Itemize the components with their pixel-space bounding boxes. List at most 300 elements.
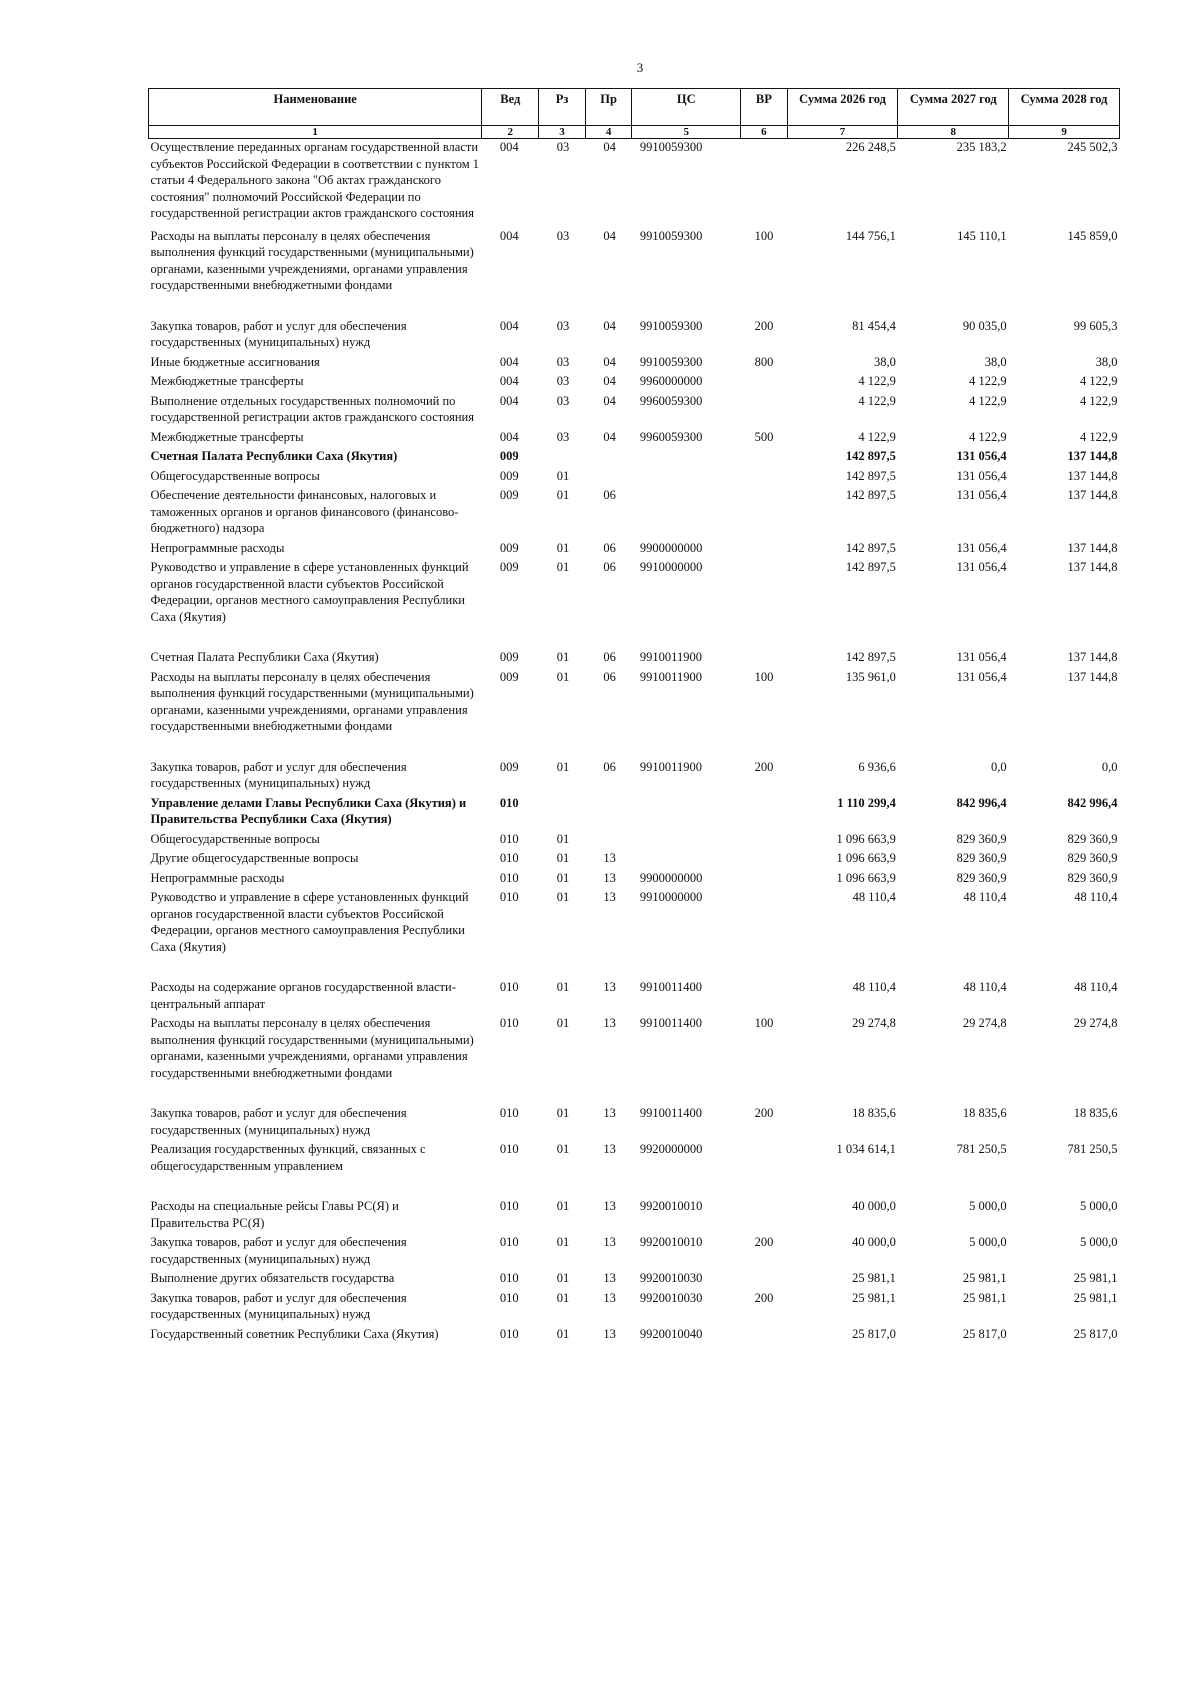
row-pr: 13 <box>603 1142 616 1156</box>
row-cs: 9910011900 <box>639 759 702 774</box>
row-cs: 9910000000 <box>639 890 703 904</box>
row-vr: 500 <box>754 429 774 444</box>
column-number: 7 <box>787 126 898 139</box>
row-vr <box>741 448 788 468</box>
row-cs <box>632 468 741 488</box>
column-number: 2 <box>482 126 539 139</box>
row-ved: 004 <box>499 429 519 444</box>
row-sum-2028: 48 110,4 <box>1074 890 1118 904</box>
table-row <box>149 393 1120 429</box>
page-number: 3 <box>636 60 644 75</box>
table-row <box>149 1270 1120 1290</box>
row-sum-2028: 781 250,5 <box>1067 1142 1118 1156</box>
column-number: 3 <box>539 126 586 139</box>
row-name: Закупка товаров, работ и услуг для обеспечения государственных (муниципальных) нужд <box>150 759 407 790</box>
row-sum-2026: 6 936,6 <box>858 759 896 774</box>
row-ved: 010 <box>499 831 519 846</box>
row-pr: 13 <box>603 1290 616 1305</box>
row-sum-2028: 4 122,9 <box>1080 429 1118 444</box>
row-cs: 9910059300 <box>639 318 703 333</box>
row-sum-2027: 4 122,9 <box>969 374 1007 388</box>
row-vr <box>741 870 788 890</box>
row-vr: 200 <box>754 1106 774 1120</box>
row-sum-2028: 829 360,9 <box>1067 851 1118 865</box>
row-ved: 009 <box>499 759 519 774</box>
column-number: 8 <box>898 126 1009 139</box>
row-vr <box>741 979 788 1015</box>
row-sum-2028: 137 144,8 <box>1067 540 1118 555</box>
row-name: Управление делами Главы Республики Саха (Якутия) и Правительства Республики Саха (Якутия) <box>150 795 467 826</box>
row-sum-2026: 48 110,4 <box>852 980 896 994</box>
table-row <box>149 540 1120 560</box>
row-rz: 01 <box>556 488 570 502</box>
row-vr <box>741 1141 788 1198</box>
column-number: 1 <box>149 126 482 139</box>
row-name: Непрограммные расходы <box>150 540 285 555</box>
row-ved: 009 <box>499 449 519 463</box>
row-sum-2028: 137 144,8 <box>1067 468 1118 483</box>
row-sum-2027: 131 056,4 <box>956 488 1007 502</box>
table-row <box>149 429 1120 449</box>
row-name: Расходы на выплаты персоналу в целях обеспечения выполнения функций государственными (муниципальными) органами, казенными учреждениями, органами управления государственными внебюджетными фондами <box>150 228 474 292</box>
row-ved: 004 <box>499 228 519 243</box>
row-sum-2028: 0,0 <box>1101 759 1118 774</box>
row-pr: 06 <box>603 488 616 502</box>
row-rz: 01 <box>556 560 570 574</box>
row-rz: 01 <box>556 1106 570 1120</box>
row-sum-2027: 829 360,9 <box>956 831 1007 846</box>
header-cs: ЦС <box>632 89 741 126</box>
row-vr: 200 <box>754 1290 774 1305</box>
row-vr <box>741 850 788 870</box>
row-ved: 010 <box>499 1142 519 1156</box>
row-cs: 9960059300 <box>639 393 703 408</box>
row-pr: 06 <box>603 650 616 664</box>
column-number: 4 <box>585 126 632 139</box>
row-sum-2028: 829 360,9 <box>1067 870 1118 885</box>
row-sum-2026: 142 897,5 <box>845 560 896 574</box>
row-rz: 03 <box>556 228 570 243</box>
row-rz: 01 <box>556 1142 570 1156</box>
budget-table <box>148 88 1120 1345</box>
row-sum-2027: 25 981,1 <box>962 1290 1007 1305</box>
row-rz: 01 <box>556 759 570 774</box>
row-vr <box>741 649 788 669</box>
row-ved: 010 <box>499 1326 519 1341</box>
row-rz: 01 <box>556 1016 570 1030</box>
row-sum-2028: 29 274,8 <box>1073 1016 1118 1030</box>
row-cs: 9920010010 <box>639 1235 703 1249</box>
row-rz: 01 <box>556 890 570 904</box>
row-sum-2027: 131 056,4 <box>956 540 1007 555</box>
row-ved: 010 <box>499 795 519 810</box>
row-name: Выполнение отдельных государственных полномочий по государственной регистрации актов гражданского состояния <box>150 393 474 424</box>
row-rz: 03 <box>556 318 570 333</box>
row-sum-2026: 4 122,9 <box>858 393 896 408</box>
row-cs: 9910011400 <box>639 980 702 994</box>
row-ved: 009 <box>499 650 519 664</box>
row-cs: 9920010010 <box>639 1199 703 1213</box>
row-sum-2027: 131 056,4 <box>956 650 1007 664</box>
table-row <box>149 487 1120 540</box>
row-sum-2026: 25 817,0 <box>852 1326 896 1341</box>
table-row <box>149 448 1120 468</box>
row-sum-2026: 226 248,5 <box>845 140 896 154</box>
row-pr: 06 <box>603 669 616 684</box>
row-cs <box>632 831 741 851</box>
row-vr: 200 <box>754 759 774 774</box>
row-name: Общегосударственные вопросы <box>150 831 320 846</box>
row-sum-2027: 4 122,9 <box>969 429 1007 444</box>
row-sum-2026: 1 034 614,1 <box>836 1142 896 1156</box>
table-row <box>149 979 1120 1015</box>
row-sum-2026: 25 981,1 <box>852 1271 896 1285</box>
table-row <box>149 354 1120 374</box>
row-vr: 100 <box>754 1016 774 1030</box>
row-sum-2026: 40 000,0 <box>852 1235 896 1249</box>
row-rz: 01 <box>556 1271 570 1285</box>
row-name: Закупка товаров, работ и услуг для обеспечения государственных (муниципальных) нужд <box>150 318 407 349</box>
row-rz: 01 <box>556 540 570 555</box>
row-pr: 04 <box>603 318 616 333</box>
row-name: Руководство и управление в сфере установленных функций органов государственной власти субъектов Российской Федерации, органов местного самоуправления Республики Саха (Якутия) <box>150 560 469 624</box>
row-name: Закупка товаров, работ и услуг для обеспечения государственных (муниципальных) нужд <box>150 1235 407 1266</box>
row-sum-2028: 842 996,4 <box>1067 795 1118 810</box>
table-body <box>149 139 1120 1346</box>
row-cs: 9920010030 <box>639 1290 703 1305</box>
row-sum-2026: 142 897,5 <box>845 488 896 502</box>
row-sum-2026: 1 110 299,4 <box>837 795 896 810</box>
row-vr <box>741 1270 788 1290</box>
row-vr <box>741 889 788 979</box>
row-name: Межбюджетные трансферты <box>150 429 304 444</box>
row-sum-2028: 25 981,1 <box>1073 1290 1118 1305</box>
row-ved: 010 <box>499 1271 519 1285</box>
row-vr: 100 <box>754 228 774 243</box>
row-rz: 03 <box>556 393 570 408</box>
row-name: Другие общегосударственные вопросы <box>150 851 359 865</box>
row-sum-2026: 1 096 663,9 <box>836 851 896 865</box>
row-ved: 010 <box>499 1106 519 1120</box>
header-row <box>149 89 1120 126</box>
header-name: Наименование <box>149 89 482 126</box>
row-cs: 9920010030 <box>639 1271 703 1285</box>
table-row <box>149 759 1120 795</box>
row-sum-2026: 1 096 663,9 <box>836 870 896 885</box>
row-pr: 13 <box>603 1016 616 1030</box>
row-name: Расходы на содержание органов государственной власти- центральный аппарат <box>150 980 456 1011</box>
row-vr <box>741 1326 788 1346</box>
row-ved: 004 <box>499 374 519 388</box>
row-rz <box>539 795 586 831</box>
row-sum-2027: 0,0 <box>991 759 1007 774</box>
row-rz: 03 <box>556 354 570 369</box>
table-row <box>149 1290 1120 1326</box>
row-vr <box>741 373 788 393</box>
row-name: Счетная Палата Республики Саха (Якутия) <box>150 650 379 664</box>
row-sum-2027: 48 110,4 <box>963 890 1007 904</box>
row-ved: 010 <box>499 1235 519 1249</box>
table-header <box>149 89 1120 139</box>
row-sum-2028: 137 144,8 <box>1067 650 1118 664</box>
row-vr <box>741 468 788 488</box>
row-sum-2028: 5 000,0 <box>1080 1199 1118 1213</box>
row-sum-2026: 142 897,5 <box>845 540 896 555</box>
row-sum-2028: 137 144,8 <box>1067 669 1118 684</box>
row-sum-2026: 142 897,5 <box>845 468 896 483</box>
row-vr <box>741 1198 788 1234</box>
row-pr <box>585 831 632 851</box>
header-sum-2026: Сумма 2026 год <box>787 89 898 126</box>
row-rz: 01 <box>556 1326 570 1341</box>
row-pr <box>585 448 632 468</box>
row-pr: 06 <box>603 540 616 555</box>
row-rz: 03 <box>556 140 570 154</box>
row-pr: 13 <box>603 1326 616 1341</box>
column-number: 6 <box>741 126 788 139</box>
row-name: Реализация государственных функций, связанных с общегосударственным управлением <box>150 1142 426 1173</box>
row-sum-2027: 842 996,4 <box>956 795 1007 810</box>
row-sum-2027: 25 817,0 <box>962 1326 1007 1341</box>
row-cs <box>632 795 741 831</box>
row-pr: 13 <box>603 1271 616 1285</box>
row-name: Выполнение других обязательств государства <box>150 1271 395 1285</box>
table-row <box>149 1326 1120 1346</box>
row-cs: 9900000000 <box>639 540 703 555</box>
row-sum-2026: 4 122,9 <box>858 429 896 444</box>
row-vr: 100 <box>754 669 774 684</box>
row-sum-2028: 48 110,4 <box>1074 980 1118 994</box>
row-ved: 010 <box>499 980 519 994</box>
row-cs <box>632 448 741 468</box>
row-ved: 010 <box>499 870 519 885</box>
row-vr: 200 <box>754 318 774 333</box>
row-sum-2028: 4 122,9 <box>1080 374 1118 388</box>
row-pr: 13 <box>603 890 616 904</box>
column-number-row <box>149 126 1120 139</box>
row-ved: 010 <box>499 1290 519 1305</box>
row-sum-2028: 137 144,8 <box>1067 560 1118 574</box>
row-ved: 004 <box>499 140 519 154</box>
table-row <box>149 870 1120 890</box>
row-ved: 004 <box>499 393 519 408</box>
row-cs: 9960000000 <box>639 374 703 388</box>
row-sum-2028: 99 605,3 <box>1073 318 1118 333</box>
row-sum-2026: 25 981,1 <box>852 1290 896 1305</box>
row-rz: 01 <box>556 650 570 664</box>
table-row <box>149 831 1120 851</box>
row-ved: 004 <box>499 318 519 333</box>
row-pr: 13 <box>603 1199 616 1213</box>
row-ved: 010 <box>499 851 519 865</box>
row-sum-2027: 131 056,4 <box>956 669 1007 684</box>
row-sum-2027: 18 835,6 <box>962 1106 1007 1120</box>
row-sum-2028: 38,0 <box>1095 354 1118 369</box>
row-sum-2027: 29 274,8 <box>962 1016 1007 1030</box>
header-sum-2027: Сумма 2027 год <box>898 89 1009 126</box>
row-rz: 01 <box>556 1235 570 1249</box>
row-name: Расходы на выплаты персоналу в целях обеспечения выполнения функций государственными (муниципальными) органами, казенными учреждениями, органами управления государственными внебюджетными фондами <box>150 669 474 733</box>
row-sum-2026: 18 835,6 <box>852 1106 896 1120</box>
table-row <box>149 228 1120 318</box>
row-rz: 03 <box>556 374 570 388</box>
table-row <box>149 669 1120 759</box>
row-vr <box>741 393 788 429</box>
row-vr <box>741 795 788 831</box>
row-name: Руководство и управление в сфере установленных функций органов государственной власти субъектов Российской Федерации, органов местного самоуправления Республики Саха (Якутия) <box>150 890 469 954</box>
row-name: Расходы на специальные рейсы Главы РС(Я) и Правительства РС(Я) <box>150 1199 399 1230</box>
row-cs <box>632 850 741 870</box>
row-name: Счетная Палата Республики Саха (Якутия) <box>150 449 398 463</box>
row-cs: 9910059300 <box>639 354 703 369</box>
row-sum-2027: 145 110,1 <box>957 228 1007 243</box>
row-pr <box>585 468 632 488</box>
row-ved: 009 <box>499 468 519 483</box>
row-rz: 01 <box>556 1290 570 1305</box>
row-sum-2028: 145 859,0 <box>1067 228 1118 243</box>
header-rz: Рз <box>539 89 586 126</box>
table-row <box>149 139 1120 228</box>
row-rz: 03 <box>556 429 570 444</box>
header-sum-2028: Сумма 2028 год <box>1009 89 1120 126</box>
row-cs: 9910011400 <box>639 1106 702 1120</box>
row-pr: 13 <box>603 1235 616 1249</box>
row-rz: 01 <box>556 851 570 865</box>
row-vr <box>741 540 788 560</box>
row-ved: 010 <box>499 1199 519 1213</box>
row-sum-2027: 38,0 <box>984 354 1007 369</box>
row-sum-2027: 5 000,0 <box>969 1199 1007 1213</box>
row-pr: 04 <box>603 393 616 408</box>
row-ved: 009 <box>499 669 519 684</box>
row-name: Государственный советник Республики Саха (Якутия) <box>150 1326 439 1341</box>
table-row <box>149 318 1120 354</box>
row-vr: 200 <box>754 1235 774 1249</box>
row-pr: 04 <box>603 228 616 243</box>
row-name: Обеспечение деятельности финансовых, налоговых и таможенных органов и органов финансового (финансово-бюджетного) надзора <box>150 488 459 535</box>
header-vr: ВР <box>741 89 788 126</box>
table-row <box>149 1198 1120 1234</box>
row-pr: 13 <box>603 980 616 994</box>
row-rz: 01 <box>556 1199 570 1213</box>
row-sum-2028: 137 144,8 <box>1067 488 1118 502</box>
column-number: 5 <box>632 126 741 139</box>
row-pr <box>585 795 632 831</box>
table-row <box>149 1015 1120 1105</box>
row-rz: 01 <box>556 831 570 846</box>
row-pr: 13 <box>603 870 616 885</box>
row-cs: 9910011900 <box>639 669 702 684</box>
row-sum-2027: 781 250,5 <box>956 1142 1007 1156</box>
table-row <box>149 850 1120 870</box>
row-pr: 13 <box>603 1106 616 1120</box>
row-sum-2028: 18 835,6 <box>1073 1106 1118 1120</box>
row-vr <box>741 559 788 649</box>
row-cs: 9920010040 <box>639 1326 703 1341</box>
row-name: Осуществление переданных органам государственной власти субъектов Российской Федерации в соответствии с пунктом 1 статьи 4 Федерального закона "Об актах гражданского состояния" полномочий Российской Федерации по государственной регистрации актов гражданского состояния <box>150 140 479 220</box>
row-name: Закупка товаров, работ и услуг для обеспечения государственных (муниципальных) нужд <box>150 1290 407 1321</box>
row-sum-2027: 829 360,9 <box>956 870 1007 885</box>
row-sum-2028: 4 122,9 <box>1080 393 1118 408</box>
row-pr: 06 <box>603 560 616 574</box>
row-cs: 9910011900 <box>639 650 702 664</box>
row-vr <box>741 139 788 228</box>
row-name: Общегосударственные вопросы <box>150 468 320 483</box>
row-ved: 009 <box>499 540 519 555</box>
row-name: Непрограммные расходы <box>150 870 285 885</box>
row-sum-2028: 137 144,8 <box>1067 449 1118 463</box>
header-pr: Пр <box>585 89 632 126</box>
row-cs: 9910059300 <box>639 140 703 154</box>
row-sum-2028: 25 981,1 <box>1073 1271 1118 1285</box>
row-sum-2028: 245 502,3 <box>1067 140 1118 154</box>
row-sum-2027: 4 122,9 <box>969 393 1007 408</box>
row-pr: 04 <box>603 354 616 369</box>
row-vr: 800 <box>754 354 774 369</box>
row-sum-2028: 829 360,9 <box>1067 831 1118 846</box>
row-name: Расходы на выплаты персоналу в целях обеспечения выполнения функций государственными (муниципальными) органами, казенными учреждениями, органами управления государственными внебюджетными фондами <box>150 1016 474 1080</box>
row-rz: 01 <box>556 669 570 684</box>
row-sum-2028: 5 000,0 <box>1080 1235 1118 1249</box>
row-name: Межбюджетные трансферты <box>150 374 304 388</box>
row-name: Закупка товаров, работ и услуг для обеспечения государственных (муниципальных) нужд <box>150 1106 407 1137</box>
row-sum-2026: 48 110,4 <box>852 890 896 904</box>
row-sum-2026: 38,0 <box>874 354 896 369</box>
row-sum-2027: 829 360,9 <box>956 851 1007 865</box>
row-ved: 009 <box>499 560 519 574</box>
column-number: 9 <box>1009 126 1120 139</box>
row-cs: 9900000000 <box>639 870 703 885</box>
header-ved: Вед <box>482 89 539 126</box>
row-sum-2028: 25 817,0 <box>1073 1326 1118 1341</box>
row-cs: 9910059300 <box>639 228 703 243</box>
row-vr <box>741 487 788 540</box>
table-row <box>149 889 1120 979</box>
row-pr: 04 <box>603 374 616 388</box>
row-ved: 004 <box>499 354 519 369</box>
row-cs: 9920000000 <box>639 1142 703 1156</box>
row-sum-2026: 40 000,0 <box>852 1199 896 1213</box>
table-row <box>149 559 1120 649</box>
row-ved: 010 <box>499 1016 519 1030</box>
row-sum-2027: 90 035,0 <box>962 318 1007 333</box>
table-row <box>149 373 1120 393</box>
row-sum-2027: 48 110,4 <box>963 980 1007 994</box>
table-row <box>149 795 1120 831</box>
table-row <box>149 468 1120 488</box>
row-pr: 13 <box>603 851 616 865</box>
row-sum-2026: 1 096 663,9 <box>836 831 896 846</box>
row-sum-2027: 131 056,4 <box>956 468 1007 483</box>
row-cs: 9960059300 <box>639 429 703 444</box>
row-pr: 04 <box>603 140 616 154</box>
row-pr: 04 <box>603 429 616 444</box>
row-rz: 01 <box>556 980 570 994</box>
row-sum-2027: 131 056,4 <box>956 449 1007 463</box>
row-rz <box>539 448 586 468</box>
row-vr <box>741 831 788 851</box>
row-sum-2027: 5 000,0 <box>969 1235 1007 1249</box>
row-sum-2026: 142 897,5 <box>845 650 896 664</box>
row-name: Иные бюджетные ассигнования <box>150 354 320 369</box>
row-cs: 9910000000 <box>639 560 703 574</box>
row-rz: 01 <box>556 468 570 483</box>
row-sum-2026: 142 897,5 <box>845 449 896 463</box>
row-sum-2027: 131 056,4 <box>956 560 1007 574</box>
row-sum-2027: 235 183,2 <box>956 140 1007 154</box>
row-sum-2026: 29 274,8 <box>852 1016 896 1030</box>
row-sum-2026: 144 756,1 <box>845 228 896 243</box>
